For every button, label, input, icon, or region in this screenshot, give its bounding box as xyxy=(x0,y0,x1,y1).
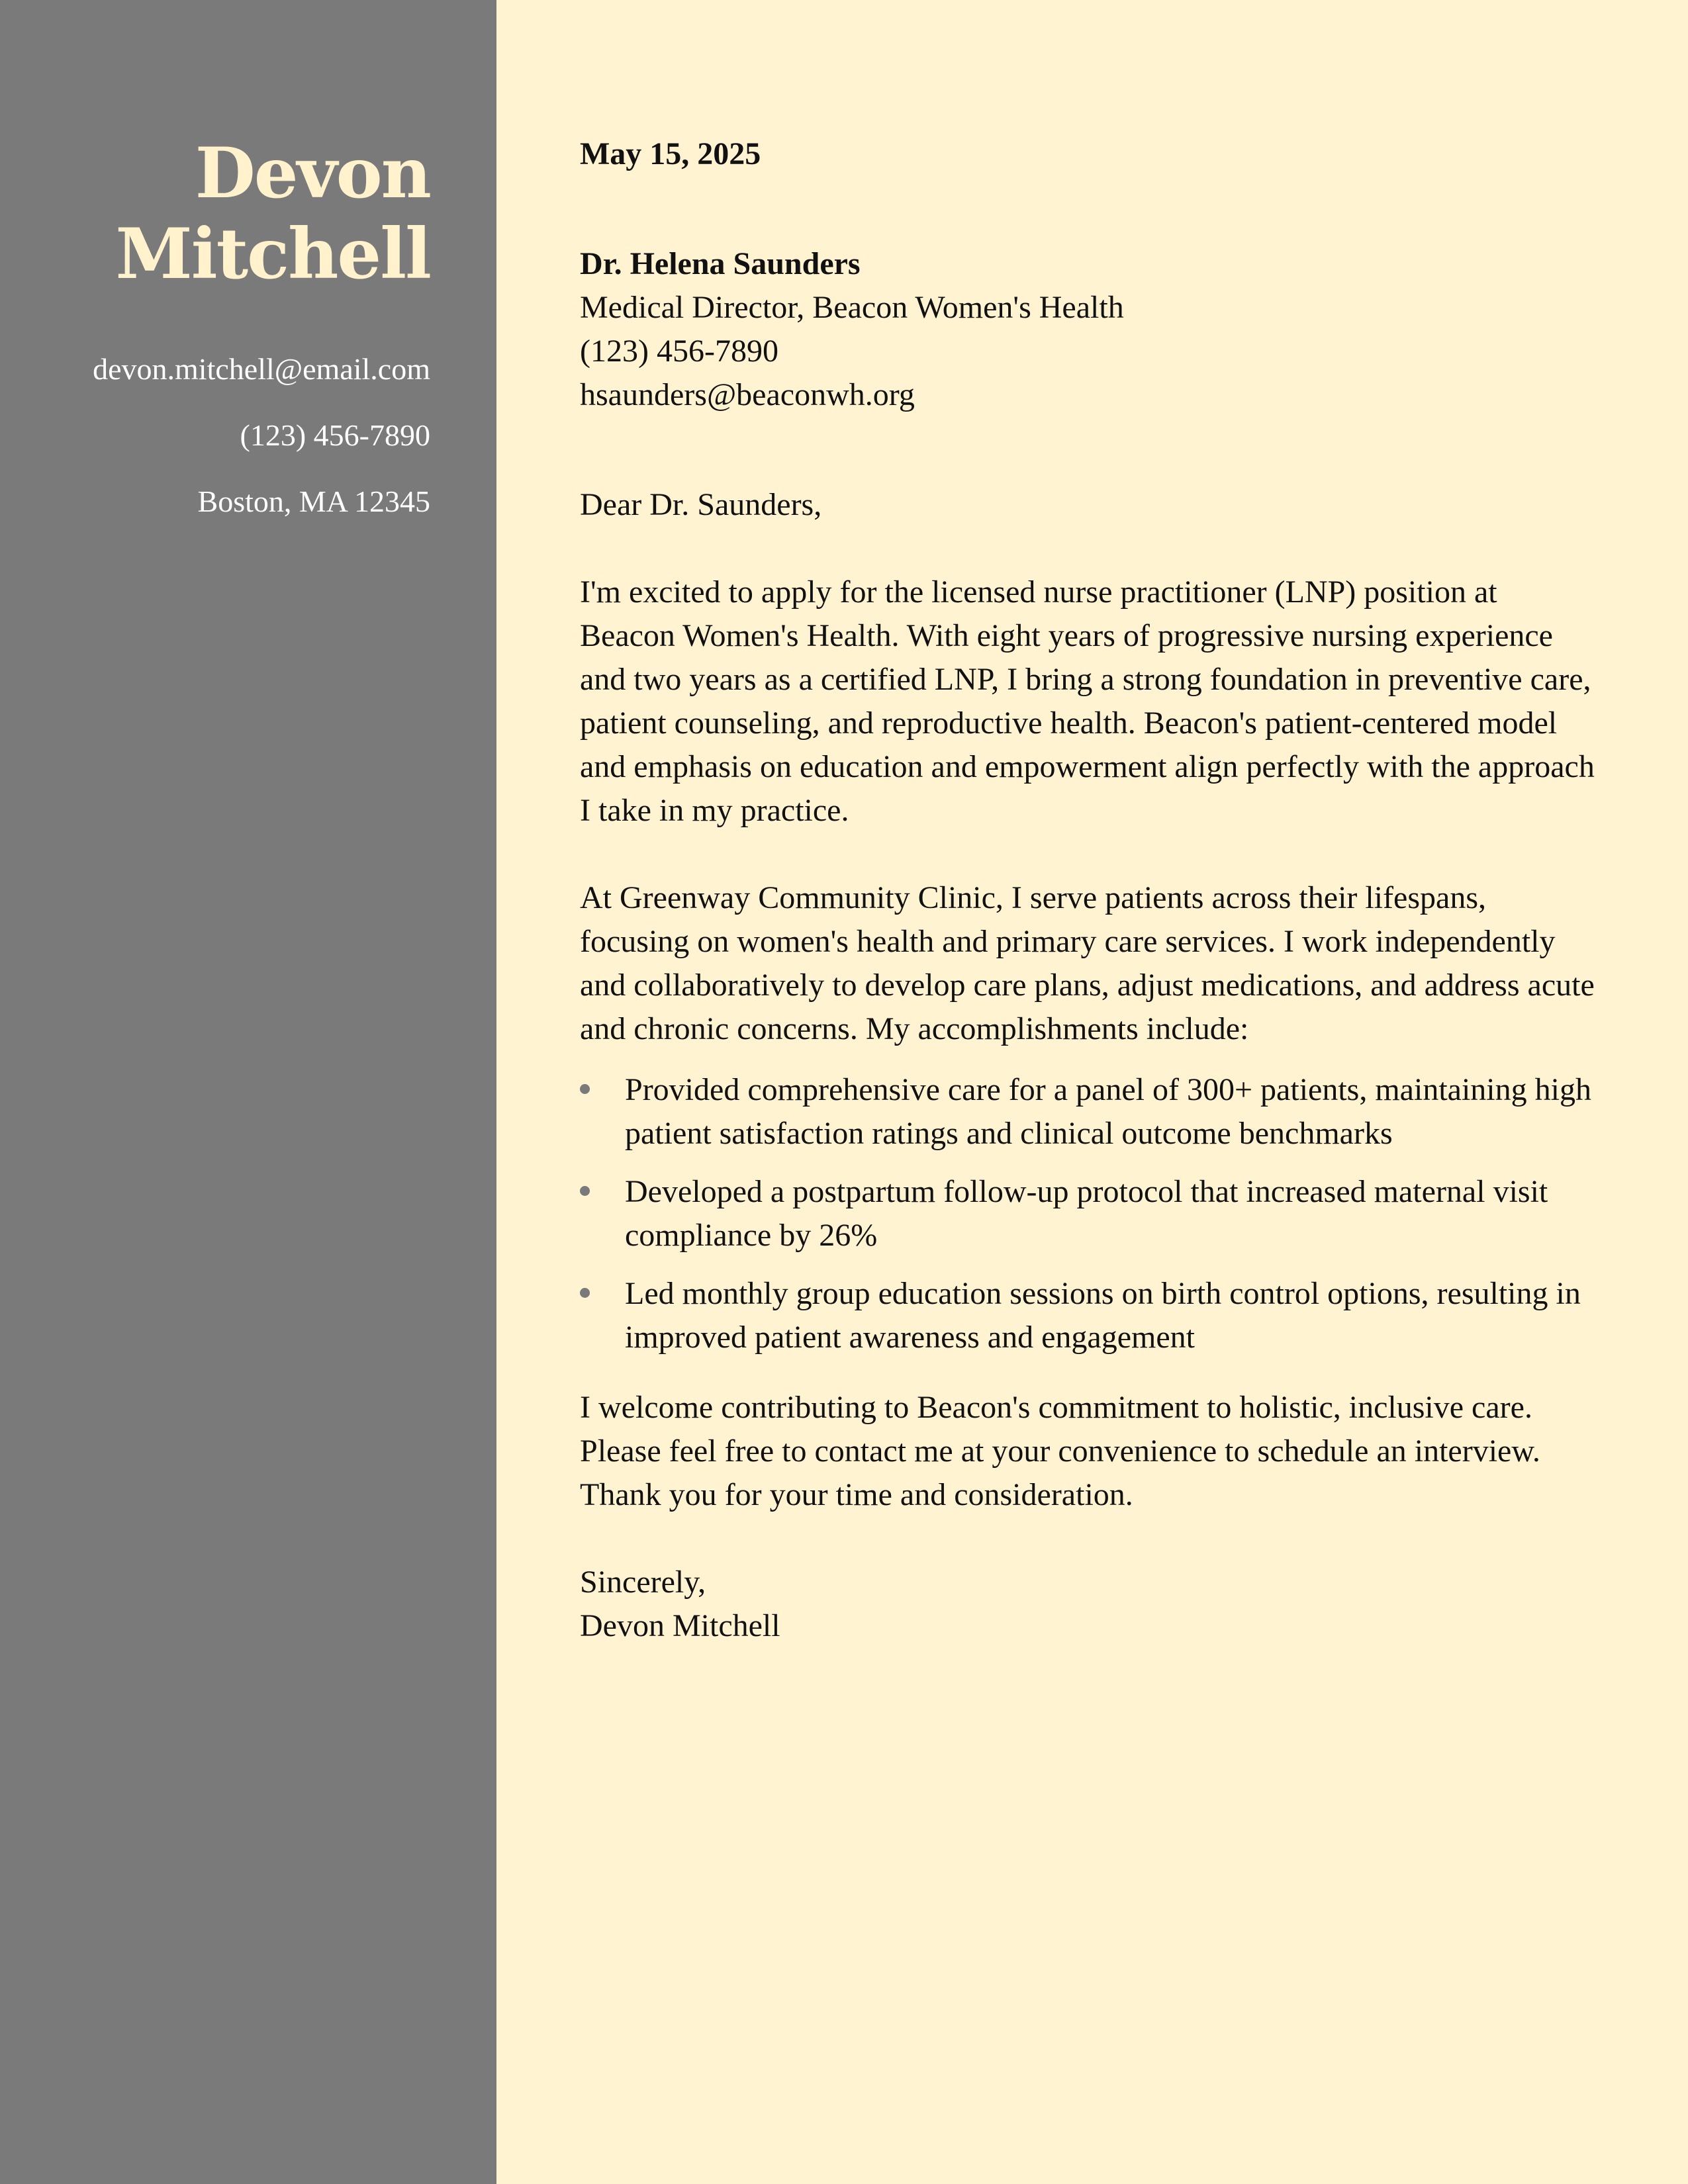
recipient-title: Medical Director, Beacon Women's Health xyxy=(580,290,1124,325)
recipient-block xyxy=(580,242,1595,417)
recipient-email: hsaunders@beaconwh.org xyxy=(580,377,915,412)
sender-last-name: Mitchell xyxy=(115,212,430,295)
sender-first-name: Devon xyxy=(195,132,430,214)
achievement-text: Provided comprehensive care for a panel of 300+ patients, maintaining high patient satisfaction ratings and clinical outcome benchmarks xyxy=(625,1072,1591,1151)
achievement-text: Developed a postpartum follow-up protocol that increased maternal visit compliance by 26% xyxy=(625,1174,1548,1253)
sender-phone: (123) 456-7890 xyxy=(240,418,430,452)
greeting: Dear Dr. Saunders, xyxy=(580,487,822,522)
sender-email: devon.mitchell@email.com xyxy=(93,352,430,386)
letter-date: May 15, 2025 xyxy=(580,136,761,171)
recipient-phone: (123) 456-7890 xyxy=(580,334,778,369)
signoff: Sincerely, xyxy=(580,1565,706,1600)
recipient-name: Dr. Helena Saunders xyxy=(580,246,861,281)
achievements-list xyxy=(580,1068,1595,1359)
sender-contact xyxy=(53,352,430,519)
bullet-icon xyxy=(580,1288,590,1298)
list-item xyxy=(580,1170,1595,1257)
sender-location: Boston, MA 12345 xyxy=(197,484,430,518)
experience-paragraph: At Greenway Community Clinic, I serve patients across their lifespans, focusing on women's health and primary care services. I work independently and collaboratively to develop care plans, adjust medications, and address acute and chronic concerns. My accomplishments include: xyxy=(580,880,1595,1046)
achievement-text: Led monthly group education sessions on birth control options, resulting in improved patient awareness and engagement xyxy=(625,1276,1581,1355)
list-item xyxy=(580,1272,1595,1359)
signoff-block xyxy=(580,1561,1595,1648)
signature-name: Devon Mitchell xyxy=(580,1608,780,1643)
closing-paragraph: I welcome contributing to Beacon's commitment to holistic, inclusive care. Please feel free to contact me at your convenience to schedule an interview. Thank you for your time and consideration. xyxy=(580,1390,1540,1512)
sidebar xyxy=(0,0,496,2184)
bullet-icon xyxy=(580,1186,590,1196)
letter-body xyxy=(496,0,1688,2184)
intro-paragraph: I'm excited to apply for the licensed nurse practitioner (LNP) position at Beacon Women's Health. With eight years of progressive nursing experience and two years as a certified LNP, I bring a strong foundation in preventive care, patient counseling, and reproductive health. Beacon's patient-centered model and emphasis on education and empowerment align perfectly with the approach I take in my practice. xyxy=(580,574,1595,828)
sender-name xyxy=(53,132,430,294)
list-item xyxy=(580,1068,1595,1156)
bullet-icon xyxy=(580,1084,590,1094)
